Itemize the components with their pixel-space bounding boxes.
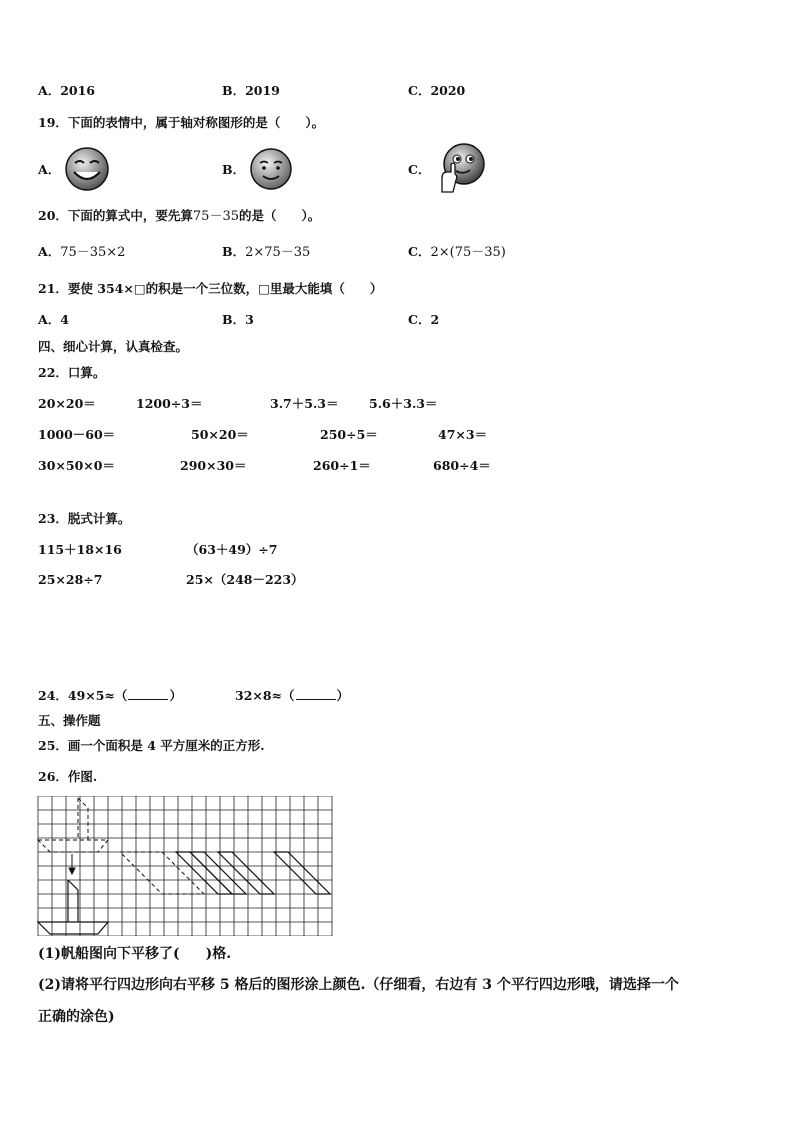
smile-face-icon	[248, 148, 294, 190]
arith-item: 5.6＋3.3＝	[369, 396, 438, 411]
option-c-label: C．	[408, 162, 431, 177]
arith-item: 47×3＝	[438, 427, 488, 442]
sailboat-translated	[38, 880, 108, 934]
question-19-stem: 19．下面的表情中，属于轴对称图形的是（ ）。	[38, 115, 325, 130]
answer-blank[interactable]	[296, 687, 336, 700]
question-22-stem: 22．口算。	[38, 365, 106, 380]
arith-item: 3.7＋5.3＝	[270, 396, 339, 411]
translation-arrow	[69, 854, 75, 874]
calc-item: 25×（248－223）	[186, 572, 304, 587]
option-c: C．2×(75－35)	[408, 244, 506, 260]
arith-item: 290×30＝	[180, 458, 247, 473]
question-26-part-2-cont: 正确的涂色)	[38, 1009, 115, 1025]
option-a-label: A．	[38, 162, 61, 177]
arith-item: 50×20＝	[191, 427, 249, 442]
arith-item: 1000－60＝	[38, 427, 116, 442]
parallelogram-original	[120, 852, 204, 894]
arith-item: 250÷5＝	[320, 427, 378, 442]
option-c: C．2020	[408, 83, 466, 98]
calc-item: （63＋49）÷7	[186, 542, 278, 557]
question-24-part-a: 24．49×5≈（ ）	[38, 688, 182, 703]
arith-item: 680÷4＝	[433, 458, 491, 473]
question-20-stem: 20．下面的算式中，要先算75－35的是（ ）。	[38, 208, 321, 224]
option-b: B．3	[222, 312, 254, 327]
grid-figure	[36, 796, 340, 936]
grin-face-icon	[64, 146, 110, 192]
option-b-label: B．	[222, 162, 246, 177]
arith-item: 20×20＝	[38, 396, 96, 411]
option-a: A．4	[38, 312, 69, 327]
calc-item: 115＋18×16	[38, 542, 122, 557]
section-heading: 五、操作题	[38, 713, 101, 728]
arith-item: 30×50×0＝	[38, 458, 115, 473]
option-b: B．2019	[222, 83, 280, 98]
question-24-part-b: 32×8≈（ ）	[235, 688, 350, 703]
question-26-part-2: (2)请将平行四边形向右平移 5 格后的图形涂上颜色.（仔细看，右边有 3 个平行四边形哦，请选择一个	[38, 977, 679, 993]
section-heading: 四、细心计算，认真检查。	[38, 339, 189, 354]
option-a: A．75－35×2	[38, 244, 126, 260]
question-26-stem: 26．作图.	[38, 769, 98, 784]
option-b: B．2×75－35	[222, 244, 311, 260]
option-a: A．2016	[38, 83, 95, 98]
sailboat-original	[38, 798, 108, 852]
parallelogram-candidates	[176, 852, 330, 894]
thinking-face-icon	[434, 142, 486, 194]
question-25-stem: 25．画一个面积是 4 平方厘米的正方形.	[38, 738, 265, 753]
answer-blank[interactable]	[128, 687, 168, 700]
arith-item: 1200÷3＝	[136, 396, 203, 411]
question-26-part-1: (1)帆船图向下平移了( )格.	[38, 946, 232, 962]
question-21-stem: 21．要使 354×□的积是一个三位数，□里最大能填（ ）	[38, 281, 383, 296]
calc-item: 25×28÷7	[38, 572, 103, 587]
option-c: C．2	[408, 312, 440, 327]
question-23-stem: 23．脱式计算。	[38, 511, 131, 526]
arith-item: 260÷1＝	[313, 458, 371, 473]
